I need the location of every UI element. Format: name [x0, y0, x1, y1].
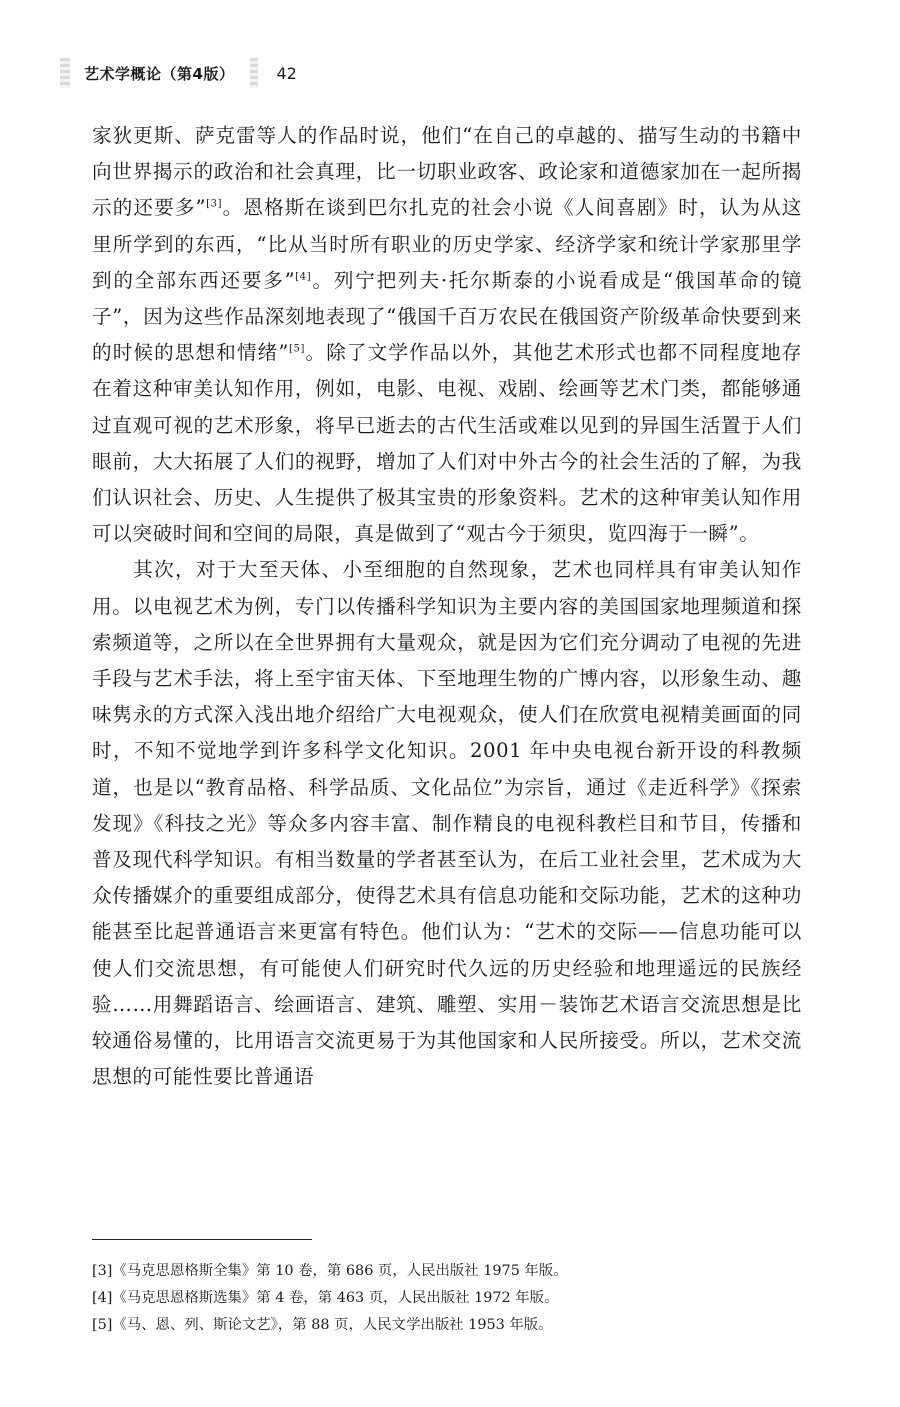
- paragraph-text: 家狄更斯、萨克雷等人的作品时说，他们“在自己的卓越的、描写生动的书籍中向世界揭示的政治和社会真理，比一切职业政客、政论家和道德家加在一起所揭示的还要多”: [92, 124, 802, 220]
- book-title: 艺术学概论（第4版）: [84, 64, 235, 83]
- footnote-item: [4]《马克思恩格斯选集》第 4 卷，第 463 页，人民出版社 1972 年版。: [92, 1290, 559, 1306]
- page-number: 42: [276, 63, 297, 83]
- header-separator: [250, 58, 258, 88]
- running-header: [60, 55, 297, 91]
- footnote-ref[interactable]: [3]: [206, 198, 223, 210]
- footnote-item: [3]《马克思恩格斯全集》第 10 卷，第 686 页，人民出版社 1975 年版。: [92, 1263, 568, 1279]
- paragraph-continued: [92, 118, 802, 552]
- footnote-ref[interactable]: [4]: [295, 271, 312, 283]
- paragraph-text: 。列宁把列夫·托尔斯泰的小说看成是“俄国革命的镜子”，因为这些作品深刻地表现了“俄国千百万农民在俄国资产阶级革命快要到来的时候的思想和情绪”: [92, 268, 802, 365]
- footnote-divider: [92, 1239, 312, 1240]
- paragraph: 其次，对于大至天体、小至细胞的自然现象，艺术也同样具有审美认知作用。以电视艺术为例，专门以传播科学知识为主要内容的美国国家地理频道和探索频道等，之所以在全世界拥有大量观众，就是因为它们充分调动了电视的先进手段与艺术手法，将上至宇宙天体、下至地理生物的广博内容，以形象生动、趣味隽永的方式深入浅出地介绍给广大电视观众，使人们在欣赏电视精美画面的同时，不知不觉地学到许多科学文化知识。2001 年中央电视台新开设的科教频道，也是以“教育品格、科学品质、文化品位”为宗旨，通过《走近科学》《探索发现》《科技之光》等众多内容丰富、制作精良的电视科教栏目和节目，传播和普及现代科学知识。有相当数量的学者甚至认为，在后工业社会里，艺术成为大众传播媒介的重要组成部分，使得艺术具有信息功能和交际功能，艺术的这种功能甚至比起普通语言来更富有特色。他们认为：“艺术的交际——信息功能可以使人们交流思想，有可能使人们研究时代久远的历史经验和地理遥远的民族经验……用舞蹈语言、绘画语言、建筑、雕塑、实用－装饰艺术语言交流思想是比较通俗易懂的，比用语言交流更易于为其他国家和人民所接受。所以，艺术交流思想的可能性要比普通语: [92, 558, 803, 1089]
- footnotes: [92, 1258, 802, 1339]
- paragraph-text: 。恩格斯在谈到巴尔扎克的社会小说《人间喜剧》时，认为从这里所学到的东西，“比从当时所有职业的历史学家、经济学家和统计学家那里学到的全部东西还要多”: [92, 196, 802, 292]
- footnote-item: [5]《马、恩、列、斯论文艺》，第 88 页，人民文学出版社 1953 年版。: [92, 1317, 553, 1333]
- header-decoration: [60, 58, 70, 88]
- footnote-ref[interactable]: [5]: [289, 343, 305, 355]
- body-text: [92, 118, 802, 1095]
- paragraph-text: 。除了文学作品以外，其他艺术形式也都不同程度地存在着这种审美认知作用，例如，电影、电视、戏剧、绘画等艺术门类，都能够通过直观可视的艺术形象，将早已逝去的古代生活或难以见到的异国生活置于人们眼前，大大拓展了人们的视野，增加了人们对中外古今的社会生活的了解，为我们认识社会、历史、人生提供了极其宝贵的形象资料。艺术的这种审美认知作用可以突破时间和空间的局限，真是做到了“观古今于须臾，览四海于一瞬”。: [92, 341, 802, 546]
